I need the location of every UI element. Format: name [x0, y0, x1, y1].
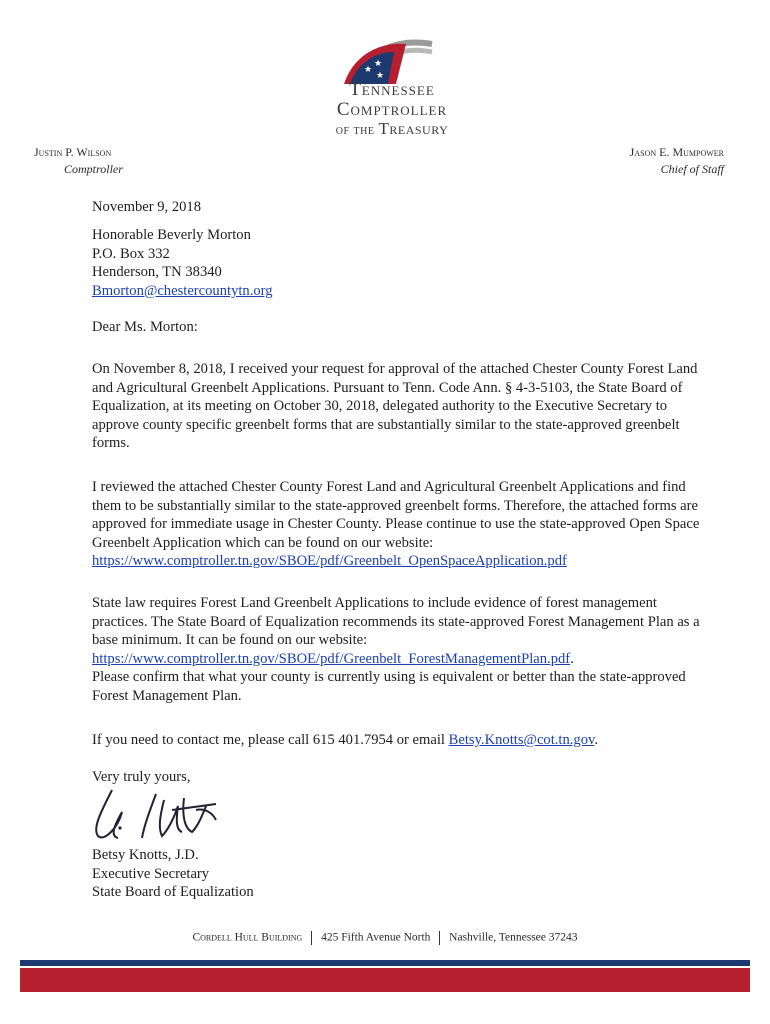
signer-block: [92, 846, 702, 902]
footer-divider: [311, 931, 312, 945]
svg-text:★: ★: [364, 65, 373, 75]
paragraph-3: [92, 594, 702, 706]
paragraph-4: [92, 731, 702, 750]
open-space-application-link[interactable]: https://www.comptroller.tn.gov/SBOE/pdf/Greenbelt_OpenSpaceApplication.pdf: [92, 553, 567, 570]
footer-street: 425 Fifth Avenue North: [321, 931, 431, 944]
recipient-address1: P.O. Box 332: [92, 245, 170, 262]
logo-text-comptroller: Comptroller: [336, 99, 448, 120]
recipient-block: [92, 226, 702, 300]
handwritten-signature: [84, 780, 234, 855]
paragraph-1: On November 8, 2018, I received your request for approval of the attached Chester County Forest Land and Agricultural Greenbelt Applications. Pursuant to Tenn. Code Ann. § 4-3-5103, the State Board of Equalization, at its meeting on October 30, 2018, delegated authority to the Executive Secretary to approve county specific greenbelt forms that are substantially similar to the state-approved greenbelt forms.: [92, 361, 698, 452]
forest-management-plan-link[interactable]: https://www.comptroller.tn.gov/SBOE/pdf/Greenbelt_ForestManagementPlan.pdf: [92, 650, 571, 667]
logo-text-tennessee: Tennessee: [349, 79, 435, 100]
recipient-name: Honorable Beverly Morton: [92, 227, 251, 243]
chief-of-staff-title: Chief of Staff: [660, 162, 724, 176]
chief-of-staff-block: [630, 144, 724, 178]
comptroller-name: Justin P. Wilson: [34, 145, 112, 159]
comptroller-logo: [312, 34, 472, 138]
comptroller-block: [34, 144, 123, 178]
chief-of-staff-name: Jason E. Mumpower: [629, 145, 724, 159]
paragraph-3-tail: Please confirm that what your county is currently using is equivalent or better than the state-approved Forest Management Plan.: [92, 669, 686, 704]
logo-text-of-the: of the: [335, 123, 375, 138]
logo-text-treasury: [312, 120, 472, 138]
svg-text:★: ★: [374, 59, 383, 69]
svg-text:★: ★: [376, 71, 385, 81]
footer-red-stripe: [20, 968, 750, 992]
footer-address: [0, 931, 770, 945]
paragraph-3-link-period: .: [570, 650, 574, 667]
footer-divider: [439, 931, 440, 945]
paragraph-4-text: If you need to contact me, please call 615 401.7954 or email: [92, 732, 445, 748]
signer-title: Executive Secretary: [92, 865, 210, 882]
footer-blue-stripe: [20, 960, 750, 966]
recipient-email-link[interactable]: Bmorton@chestercountytn.org: [92, 282, 273, 299]
footer-building: Cordell Hull Building: [192, 931, 303, 944]
logo-text-treasury-word: Treasury: [378, 119, 449, 138]
closing: Very truly yours,: [92, 769, 191, 785]
paragraph-2-text: I reviewed the attached Chester County Forest Land and Agricultural Greenbelt Applications and find them to be substantially similar to the state-approved greenbelt forms. Therefore, the attached forms are approved for immediate usage in Chester County. Please continue to use the state-approved Open Space Greenbelt Application which can be found on our website:: [92, 479, 700, 551]
signer-name: Betsy Knotts, J.D.: [92, 847, 199, 863]
recipient-address2: Henderson, TN 38340: [92, 264, 222, 281]
paragraph-3-text: State law requires Forest Land Greenbelt Applications to include evidence of forest management practices. The State Board of Equalization recommends its state-approved Forest Management Plan as a base minimum. It can be found on our website:: [92, 595, 700, 649]
paragraph-2: [92, 478, 702, 571]
footer-city: Nashville, Tennessee 37243: [449, 931, 578, 944]
salutation: Dear Ms. Morton:: [92, 319, 198, 335]
contact-email-link[interactable]: Betsy.Knotts@cot.tn.gov: [448, 732, 595, 748]
paragraph-4-period: .: [594, 732, 599, 748]
letter-date: November 9, 2018: [92, 199, 202, 215]
comptroller-title: Comptroller: [64, 162, 123, 176]
signer-org: State Board of Equalization: [92, 884, 254, 901]
